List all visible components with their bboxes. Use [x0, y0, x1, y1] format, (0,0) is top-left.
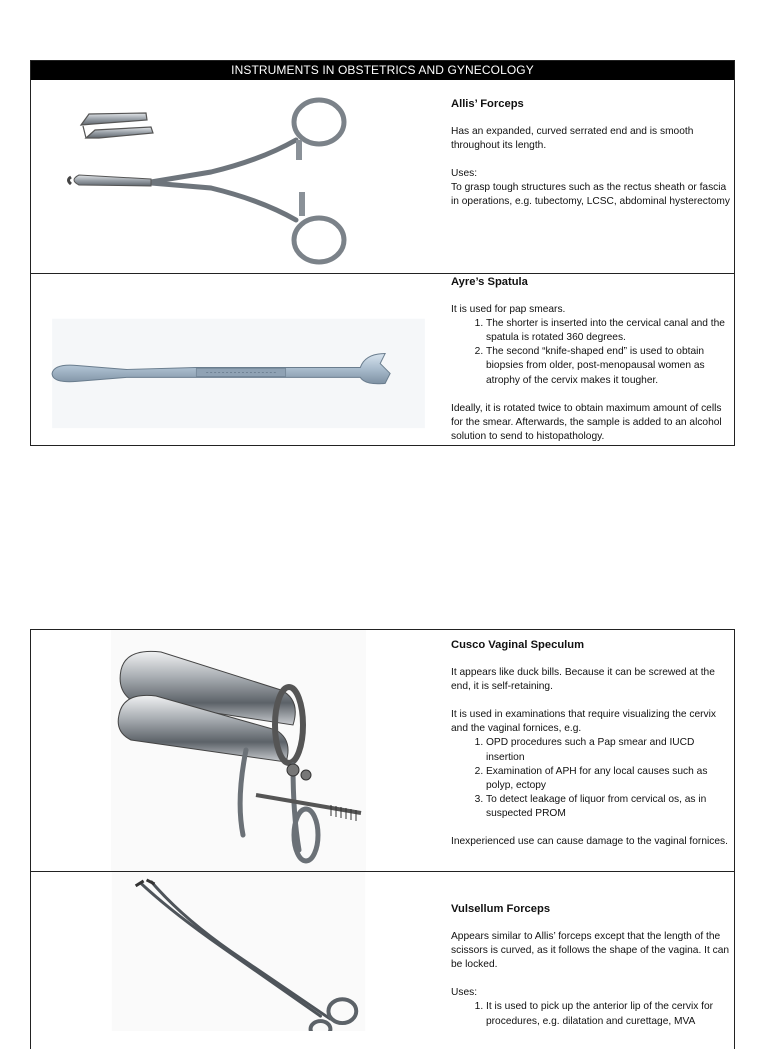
cusco-speculum-text: [451, 630, 731, 849]
instrument-row-allis: [31, 80, 734, 273]
instrument-title: Vulsellum Forceps: [451, 903, 551, 915]
instrument-note: Inexperienced use can cause damage to the vaginal fornices.: [451, 836, 728, 848]
instrument-title: Cusco Vaginal Speculum: [451, 639, 585, 651]
instrument-title: Allis’ Forceps: [451, 98, 524, 110]
instrument-title: Ayre’s Spatula: [451, 276, 528, 288]
instrument-description: Appears similar to Allis’ forceps except that the length of the scissors is curved, as it follows the shape of the vagina. It can be locked.: [451, 931, 730, 971]
vulsellum-forceps-image: [31, 872, 446, 1031]
list-item: 3. To detect leakage of liquor from cervical os, as in suspected PROM: [486, 793, 731, 821]
list-item: 1. OPD procedures such a Pap smear and IUCD insertion: [486, 736, 731, 764]
list-item: 2. Examination of APH for any local causes such as polyp, ectopy: [486, 765, 731, 793]
table-header: INSTRUMENTS IN OBSTETRICS AND GYNECOLOGY: [31, 61, 734, 80]
instrument-uses-intro: It is used in examinations that require visualizing the cervix and the vaginal fornices, e.g.: [451, 709, 717, 735]
instrument-row-cusco: [31, 630, 734, 871]
instrument-table-1: [30, 60, 735, 446]
ayre-spatula-image: [31, 274, 446, 447]
list-item: 1. It is used to pick up the anterior lip of the cervix for procedures, e.g. dilatation and curettage, MVA: [486, 1000, 731, 1028]
instrument-description: It is used for pap smears.: [451, 304, 566, 316]
steps-list: [451, 736, 731, 821]
instrument-table-2: [30, 629, 735, 1049]
allis-forceps-image: [31, 80, 446, 273]
cusco-speculum-image: [31, 630, 446, 871]
vulsellum-forceps-text: [451, 872, 731, 1029]
steps-list: [451, 1000, 731, 1028]
uses-label: Uses:: [451, 168, 478, 180]
list-item: 1. The shorter is inserted into the cervical canal and the spatula is rotated 360 degrees.: [486, 317, 731, 345]
uses-text: To grasp tough structures such as the rectus sheath or fascia in operations, e.g. tubectomy, LCSC, abdominal hysterectomy: [451, 182, 730, 208]
list-item: 2. The second “knife-shaped end” is used to obtain biopsies from older, post-menopausal women as atrophy of the cervix makes it tougher.: [486, 345, 731, 387]
instrument-description: Has an expanded, curved serrated end and is smooth throughout its length.: [451, 126, 694, 152]
instrument-description: It appears like duck bills. Because it can be screwed at the end, it is self-retaining.: [451, 667, 715, 693]
ayre-spatula-text: [451, 274, 731, 444]
instrument-note: Ideally, it is rotated twice to obtain maximum amount of cells for the smear. Afterwards, the sample is added to an alcohol solution to send to histopathology.: [451, 402, 722, 442]
instrument-row-ayre: [31, 273, 734, 447]
uses-label: Uses:: [451, 987, 478, 999]
allis-forceps-text: [451, 80, 731, 210]
instrument-row-vulsellum: [31, 871, 734, 1031]
steps-list: [451, 317, 731, 387]
